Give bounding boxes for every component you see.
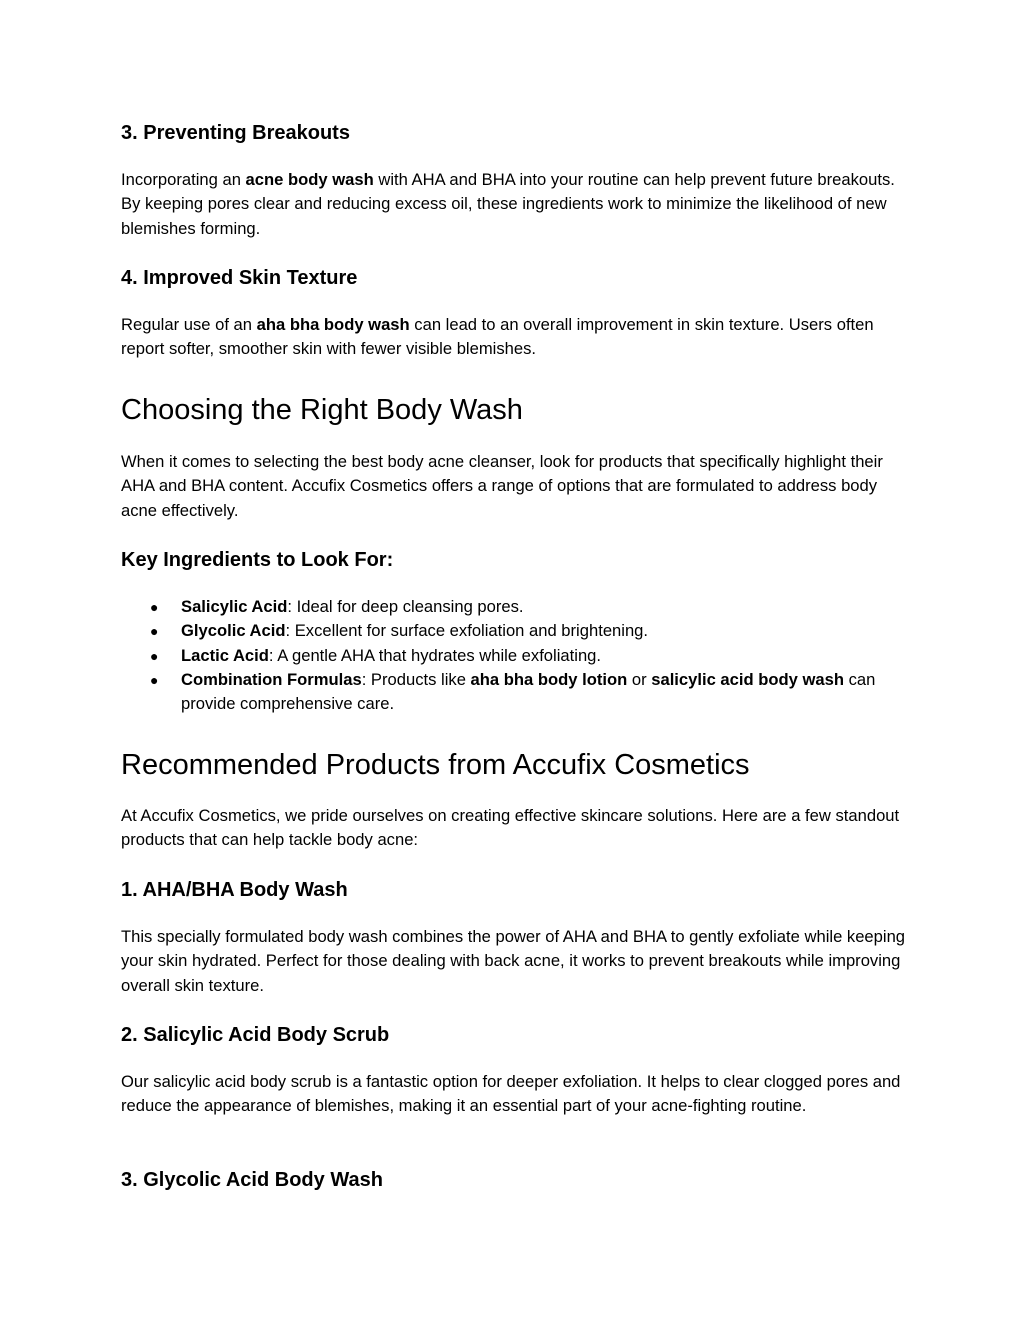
- bullet-icon: ●: [150, 623, 159, 640]
- product-heading-salicylic-acid-body-scrub: 2. Salicylic Acid Body Scrub: [121, 1024, 390, 1046]
- heading-choosing-body-wash: Choosing the Right Body Wash: [121, 394, 523, 426]
- keyword-acne-body-wash: acne body wash: [245, 170, 374, 189]
- keyword-aha-bha-body-wash: aha bha body wash: [256, 315, 410, 334]
- ingredients-list: [121, 595, 911, 716]
- paragraph-recommended-products: At Accufix Cosmetics, we pride ourselves on creating effective skincare solutions. Here are a few standout products that can help tackle body acne:: [121, 806, 900, 850]
- bullet-icon: ●: [150, 671, 159, 688]
- paragraph-choosing-body-wash: When it comes to selecting the best body acne cleanser, look for products that specifically highlight their AHA and BHA content. Accufix Cosmetics offers a range of options that are formulated to address body acne effectively.: [121, 452, 883, 520]
- paragraph-preventing-breakouts: Incorporating an acne body wash with AHA and BHA into your routine can help prevent future breakouts. By keeping pores clear and reducing excess oil, these ingredients work to minimize the likelihood of new blemishes forming.: [121, 170, 895, 238]
- bullet-icon: ●: [150, 647, 159, 664]
- product-paragraph-salicylic-acid-body-scrub: Our salicylic acid body scrub is a fantastic option for deeper exfoliation. It helps to clear clogged pores and reduce the appearance of blemishes, making it an essential part of your acne-fighting routine.: [121, 1072, 901, 1116]
- subheading-key-ingredients: Key Ingredients to Look For:: [121, 549, 394, 571]
- paragraph-improved-skin-texture: Regular use of an aha bha body wash can lead to an overall improvement in skin texture. Users often report softer, smoother skin with fewer visible blemishes.: [121, 315, 874, 359]
- list-item: ● Salicylic Acid: Ideal for deep cleansing pores.: [121, 595, 911, 619]
- list-item: ● Lactic Acid: A gentle AHA that hydrates while exfoliating.: [121, 644, 911, 668]
- section-heading-improved-skin-texture: 4. Improved Skin Texture: [121, 267, 358, 289]
- heading-recommended-products: Recommended Products from Accufix Cosmetics: [121, 749, 750, 781]
- product-heading-aha-bha-body-wash: 1. AHA/BHA Body Wash: [121, 879, 348, 901]
- section-heading-preventing-breakouts: 3. Preventing Breakouts: [121, 122, 350, 144]
- bullet-icon: ●: [150, 599, 159, 615]
- product-heading-glycolic-acid-body-wash: 3. Glycolic Acid Body Wash: [121, 1169, 383, 1191]
- list-item: ● Glycolic Acid: Excellent for surface exfoliation and brightening.: [121, 619, 911, 643]
- list-item: ● Combination Formulas: Products like aha bha body lotion or salicylic acid body wash can provide comprehensive care.: [150, 669, 876, 714]
- product-paragraph-aha-bha-body-wash: This specially formulated body wash combines the power of AHA and BHA to gently exfoliate while keeping your skin hydrated. Perfect for those dealing with back acne, it works to prevent breakouts while improving overall skin texture.: [121, 927, 906, 995]
